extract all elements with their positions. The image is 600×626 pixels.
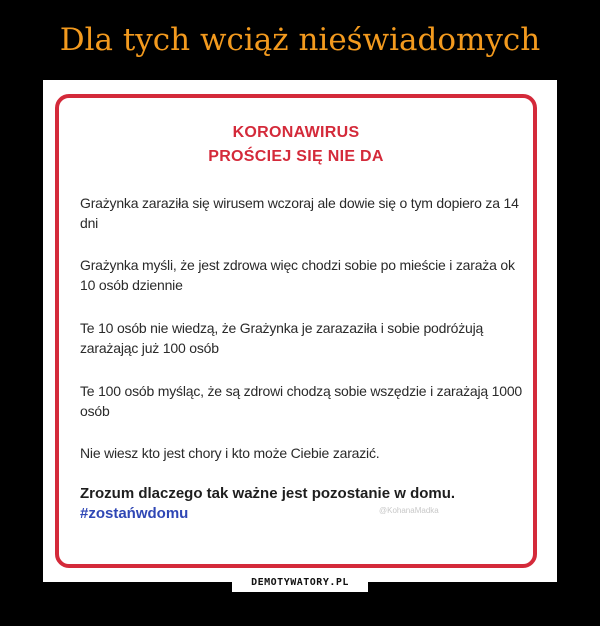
poster-heading-line1: KORONAWIRUS — [232, 124, 360, 141]
demotivator-frame — [43, 80, 557, 582]
poster-paragraph: Te 100 osób myśląc, że są zdrowi chodzą sobie wszędzie i zarażają 1000 osób — [80, 383, 523, 419]
page-title: Dla tych wciąż nieświadomych — [59, 22, 541, 58]
bold-statement: Zrozum dlaczego tak ważne jest pozostanie w domu. — [80, 485, 456, 502]
poster-paragraph: Grażynka myśli, że jest zdrowa więc chodzi sobie po mieście i zaraża ok 10 osób dziennie — [80, 257, 515, 293]
poster-paragraph: Te 10 osób nie wiedzą, że Grażynka je zarazaziła i sobie podróżują zarażając już 100 osób — [80, 320, 484, 356]
site-label: DEMOTYWATORY.PL — [251, 576, 349, 588]
poster-paragraph: Nie wiesz kto jest chory i kto może Ciebie zarazić. — [80, 445, 380, 461]
poster-heading-line2: PROŚCIEJ SIĘ NIE DA — [208, 148, 384, 165]
site-badge — [232, 572, 368, 592]
poster-card — [55, 94, 537, 568]
poster-paragraph: Grażynka zaraziła się wirusem wczoraj ale dowie się o tym dopiero za 14 dni — [80, 195, 519, 231]
hashtag: #zostańwdomu — [80, 505, 189, 522]
watermark: @KohanaMadka — [379, 506, 439, 515]
